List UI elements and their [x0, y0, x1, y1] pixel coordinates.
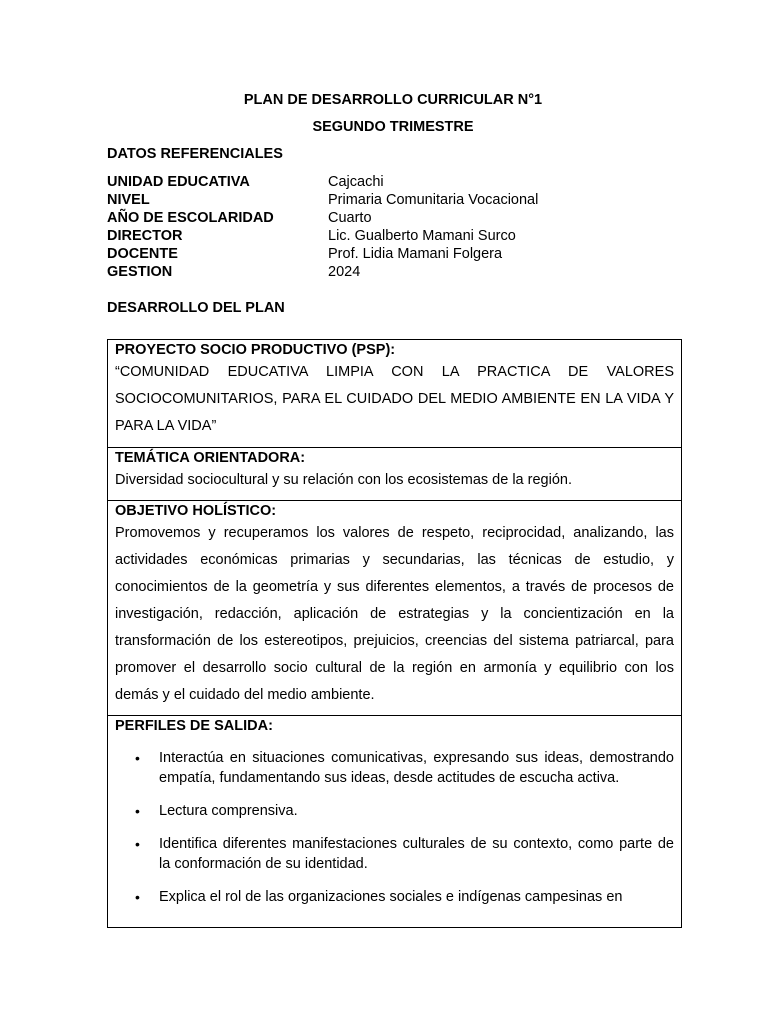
- objetivo-heading: OBJETIVO HOLÍSTICO:: [115, 503, 277, 519]
- plan-table: [107, 339, 682, 928]
- info-row-gestion: [107, 263, 667, 281]
- datos-referenciales-heading: DATOS REFERENCIALES: [107, 146, 283, 162]
- bullet-icon: •: [135, 836, 140, 852]
- info-label: DIRECTOR: [107, 228, 183, 244]
- info-row-docente: [107, 245, 667, 263]
- info-value: Cuarto: [328, 210, 372, 226]
- perfiles-list: [115, 748, 674, 907]
- list-item: [115, 887, 674, 907]
- info-label: AÑO DE ESCOLARIDAD: [107, 210, 274, 226]
- info-value: Primaria Comunitaria Vocacional: [328, 192, 539, 208]
- list-item-text: Identifica diferentes manifestaciones culturales de su contexto, como parte de la conformación de su identidad.: [159, 836, 674, 872]
- info-row-unidad: [107, 173, 667, 191]
- list-item-text: Explica el rol de las organizaciones sociales e indígenas campesinas en: [159, 889, 623, 905]
- list-item: [115, 801, 674, 821]
- info-row-director: [107, 227, 667, 245]
- info-value: Lic. Gualberto Mamani Surco: [328, 228, 516, 244]
- psp-cell: [108, 340, 681, 448]
- bullet-icon: •: [135, 803, 140, 819]
- perfiles-heading: PERFILES DE SALIDA:: [115, 718, 273, 734]
- info-label: GESTION: [107, 264, 173, 280]
- info-value: 2024: [328, 264, 361, 280]
- bullet-icon: •: [135, 750, 140, 766]
- info-value: Cajcachi: [328, 174, 384, 190]
- info-value: Prof. Lidia Mamani Folgera: [328, 246, 503, 262]
- objetivo-text: Promovemos y recuperamos los valores de respeto, reciprocidad, analizando, las actividades económicas primarias y secundarias, las técnicas de estudio, y conocimientos de la geometría y sus diferentes elementos, a través de procesos de investigación, redacción, aplicación de estrategias y la concientización en la transformación de los estereotipos, prejuicios, creencias del sistema patriarcal, para promover el desarrollo socio cultural de la región en armonía y equilibrio con los demás y el cuidado del medio ambiente.: [115, 525, 674, 703]
- list-item-text: Lectura comprensiva.: [159, 803, 298, 819]
- info-label: NIVEL: [107, 192, 150, 208]
- info-row-escolaridad: [107, 209, 667, 227]
- list-item-text: Interactúa en situaciones comunicativas, expresando sus ideas, demostrando empatía, fundamentando sus ideas, desde actitudes de escucha activa.: [159, 750, 674, 786]
- info-row-nivel: [107, 191, 667, 209]
- document-title: PLAN DE DESARROLLO CURRICULAR N°1: [243, 92, 543, 108]
- datos-referenciales-list: [107, 173, 667, 281]
- info-label: DOCENTE: [107, 246, 178, 262]
- desarrollo-plan-heading: DESARROLLO DEL PLAN: [107, 300, 285, 316]
- list-item: [115, 834, 674, 874]
- objetivo-cell: [108, 501, 681, 716]
- tematica-text: Diversidad sociocultural y su relación con los ecosistemas de la región.: [115, 472, 572, 488]
- bullet-icon: •: [135, 889, 140, 905]
- psp-heading: PROYECTO SOCIO PRODUCTIVO (PSP):: [115, 342, 396, 358]
- tematica-cell: [108, 448, 681, 501]
- document-subtitle: SEGUNDO TRIMESTRE: [312, 119, 474, 135]
- perfiles-cell: [108, 716, 681, 928]
- list-item: [115, 748, 674, 788]
- tematica-heading: TEMÁTICA ORIENTADORA:: [115, 450, 306, 466]
- info-label: UNIDAD EDUCATIVA: [107, 174, 250, 190]
- psp-text: “COMUNIDAD EDUCATIVA LIMPIA CON LA PRACTICA DE VALORES SOCIOCOMUNITARIOS, PARA EL CUIDADO DEL MEDIO AMBIENTE EN LA VIDA Y PARA LA VIDA”: [115, 364, 674, 434]
